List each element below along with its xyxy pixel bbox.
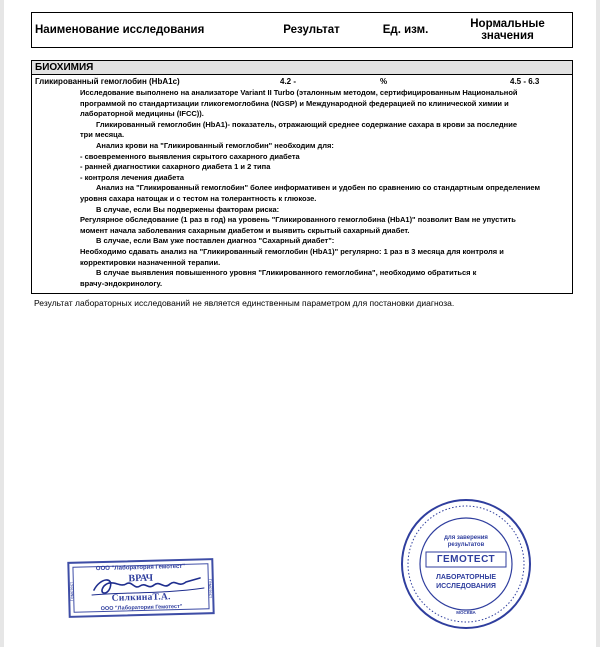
comment-line: - ранней диагностики сахарного диабета 1 и 2 типа — [80, 162, 271, 172]
comment-line: Анализ на "Гликированный гемоглобин" более информативен и удобен по сравнению со стандартным определением — [96, 183, 541, 193]
comment-line: корректировки назначенной терапии. — [80, 257, 221, 267]
page-edge-left — [0, 0, 4, 647]
header-unit: Ед. изм. — [382, 24, 429, 36]
comment-line: В случае, если Вам уже поставлен диагноз "Сахарный диабет": — [96, 236, 335, 246]
comment-line: В случае выявления повышенного уровня "Гликированного гемоглобина", необходимо обратиться к — [96, 268, 477, 278]
stamp-rect-role: ВРАЧ — [128, 572, 154, 585]
page-edge-right — [596, 0, 600, 647]
seal-line3: ЛАБОРАТОРНЫЕ — [436, 574, 496, 581]
lab-report — [31, 12, 573, 308]
comment-line: В случае, если Вы подвержены факторам риска: — [96, 204, 280, 214]
comment-line: - своевременного выявления скрытого сахарного диабета — [80, 151, 300, 161]
test-norm: 4.5 - 6.3 — [510, 77, 540, 86]
lab-seal — [398, 496, 534, 632]
comment-line: Исследование выполнено на анализаторе Variant II Turbo (эталонным методом, сертифицированным Национальной — [80, 88, 518, 97]
header-result: Результат — [283, 24, 340, 36]
comment-line: Необходимо сдавать анализ на "Гликированный гемоглобин (HbA1)" регулярно: 1 раз в 3 месяца для контроля и — [80, 246, 504, 256]
table-header — [31, 12, 573, 48]
stamp-rect-top: ООО "Лаборатория Гемотест" — [95, 563, 186, 573]
stamp-rect-side-left: Гемотест — [68, 582, 75, 602]
comment-line: момент начала заболевания сахарным диабетом и выявить скрытый сахарный диабет. — [80, 225, 410, 235]
comment-line: уровня сахара натощак и с тестом на толерантность к глюкозе. — [80, 193, 317, 203]
test-comment — [32, 87, 572, 293]
signature-icon — [74, 568, 214, 602]
section-title: БИОХИМИЯ — [32, 61, 572, 75]
comment-line: Регулярное обследование (1 раз в год) на уровень "Гликированного гемоглобина (HbA1)" позволит Вам не упустить — [80, 215, 516, 225]
seal-brand: ГЕМОТЕСТ — [436, 554, 496, 565]
comment-line: врачу-эндокринологу. — [80, 278, 163, 288]
header-name: Наименование исследования — [35, 24, 205, 36]
header-norm: Нормальные значения — [470, 18, 545, 42]
stamp-rect-side-right: Гемотест — [207, 578, 214, 598]
seal-line1: для заверения — [444, 535, 488, 541]
seal-line2: результатов — [447, 542, 485, 548]
table-row — [32, 75, 572, 87]
seal-line4: ИССЛЕДОВАНИЯ — [436, 583, 496, 590]
comment-line: три месяца. — [80, 130, 125, 140]
footer-note: Результат лабораторных исследований не является единственным параметром для постановки диагноза. — [34, 298, 455, 309]
test-result: 4.2 - — [280, 77, 297, 86]
test-unit: % — [380, 77, 388, 86]
stamp-rect-name: СилкинаТ.А. — [111, 592, 171, 604]
comment-line: - контроля лечения диабета — [80, 172, 185, 182]
comment-line: Гликированный гемоглобин (HbA1)- показатель, отражающий среднее содержание сахара в крови за последние — [96, 119, 517, 129]
test-name: Гликированный гемоглобин (HbA1c) — [35, 77, 180, 86]
section-biochemistry — [31, 60, 573, 294]
stamp-rect-bottom: ООО "Лаборатория Гемотест" — [100, 603, 183, 613]
comment-line: программой по стандартизации гликогемоглобина (NGSP) и Международной федерацией по клинической химии и — [80, 98, 509, 108]
comment-line: лабораторной медицины (IFCC)). — [80, 109, 204, 119]
seal-city: МОСКВА — [456, 610, 476, 615]
comment-line: Анализ крови на "Гликированный гемоглобин" необходим для: — [96, 140, 334, 150]
